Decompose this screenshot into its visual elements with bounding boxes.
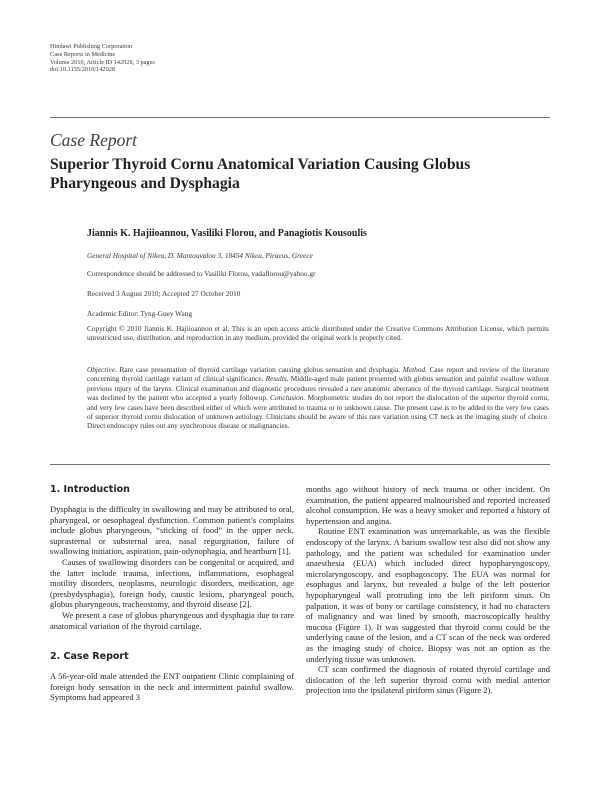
introduction-paragraph-3: We present a case of globus pharyngeous and dysphagia due to rare anatomical variation of the thyroid cartilage.: [50, 609, 294, 631]
abstract-method-label: Method.: [402, 365, 427, 374]
introduction-heading: 1. Introduction: [50, 484, 130, 495]
article-category: Case Report: [50, 130, 138, 150]
publication-info: [50, 43, 155, 74]
left-column: [50, 484, 294, 703]
abstract-conclusion-label: Conclusion.: [270, 393, 306, 403]
introduction-paragraph-1: Dysphagia is the difficulty in swallowing and may be attributed to oral, pharyngeal, or oesophageal dysfunction. Common patient’s complains include globus pharyngeous, “sticking of food” in the upper neck, suprasternal or substernal area, nasal regurgitation, failure of swallowing initiation, aspiration, pain-odynophagia, and heartburn [1].: [50, 504, 294, 557]
abstract: [87, 365, 549, 431]
copyright-notice: Copyright © 2010 Jiannis K. Hajiioannou et al. This is an open access article distributed under the Creative Commons Attribution License, which permits unrestricted use, distribution, and reproduction in any medium, provided the original work is properly cited.: [87, 324, 549, 343]
academic-editor: Academic Editor: Tyng-Guey Wang: [87, 309, 193, 318]
article-title: Superior Thyroid Cornu Anatomical Variation Causing Globus Pharyngeous and Dysphagia: [50, 156, 471, 192]
header-rule: [50, 117, 550, 118]
abstract-results-label: Results.: [265, 374, 289, 384]
introduction-paragraph-2: Causes of swallowing disorders can be congenital or acquired, and the latter include trauma, infections, inflammations, esophageal motility disorders, neoplasms, neurologic disorders, medication, age (presbydysphagia), foreign body, caustic lesions, pharyngeal pouch, globus pharyngeous, tracheostomy, and thyroid disease [2].: [50, 556, 294, 610]
author-list: Jiannis K. Hajiioannou, Vasiliki Florou, and Panagiotis Kousoulis: [87, 228, 367, 239]
abstract-objective: Rare case presentation of thyroid cartilage variation causing globus sensation and dysphagia.: [119, 365, 401, 374]
doi[interactable]: doi:10.1155/2010/142928: [50, 66, 116, 74]
case-report-paragraph-1: A 56-year-old male attended the ENT outpatient Clinic complaining of foreign body sensation in the neck and intermittent painful swallow. Symptoms had appeared 3: [50, 671, 294, 703]
volume-info: Volume 2010, Article ID 142928, 3 pages: [50, 58, 155, 66]
publisher-name: Hindawi Publishing Corporation: [50, 43, 133, 50]
case-report-heading: 2. Case Report: [50, 651, 129, 663]
received-accepted-dates: Received 3 August 2010; Accepted 27 October 2010: [87, 289, 241, 298]
case-report-paragraph-2: months ago without history of neck trauma or other incident. On examination, the patient appeared malnourished and reported increased alcohol consumption. He was a heavy smoker and reported a history of hypertension and angina.: [306, 484, 550, 526]
journal-name: Case Reports in Medicine: [50, 50, 116, 58]
abstract-conclusion: Morphometric studies do not report the dislocation of the superior thyroid cornu, and very few cases have been described either of which were attributed to trauma or to unknown cause. The present case is to be added to the very few cases of superior thyroid cornu dislocation of unknown aetiology. Clinicians should be aware of this rare variation using CT neck as the imaging study of choice. Direct endoscopy rules out any synchronous disease or malignancies.: [87, 393, 550, 431]
abstract-method: Case report and review of the literature concerning thyroid cartilage variant of clinical significance.: [87, 365, 549, 384]
case-report-paragraph-4: CT scan confirmed the diagnosis of rotated thyroid cartilage and dislocation of the left superior thyroid cornu with medial anterior projection into the ipsilateral piriform sinus (Figure 2).: [306, 664, 550, 696]
abstract-objective-label: Objective.: [87, 365, 117, 374]
abstract-rule: [50, 464, 550, 465]
abstract-results: Middle-aged male patient presented with globus sensation and painful swallow without previous injury of the larynx. Clinical examination and diagnostic procedures revealed a rare anatomic aberrance of the thyroid cartilage. Surgical treatment was declined by the patient who accepted a yearly followup.: [87, 374, 550, 403]
case-report-paragraph-3: Routine ENT examination was unremarkable, as was the flexible endoscopy of the larynx. A barium swallow test also did not show any pathology, and the patient was scheduled for examination under anaesthesia (EUA) which included direct hypopharyngoscopy, microlaryngoscopy, and esophagoscopy. The EUA was normal for esophagus and larynx, but revealed a bulge of the left posterior hypopharyngeal wall protruding into the left piriform sinus. On palpation, it was of bony or cartilage consistency, it had no characters of malignancy and was lined by smooth, macroscopically healthy mucosa (Figure 1). It was suggested that thyroid cornu could be the underlying cause of the lesion, and a CT scan of the neck was ordered as the imaging study of choice. Biopsy was not an option as the underlying tissue was unknown.: [306, 526, 550, 664]
right-column: [306, 484, 550, 696]
affiliation: General Hospital of Nikea, D. Mantouvalou 3, 18454 Nikea, Piraeus, Greece: [87, 251, 313, 260]
correspondence: Correspondence should be addressed to Vasiliki Florou, vadaflorou@yahoo.gr: [87, 269, 316, 278]
